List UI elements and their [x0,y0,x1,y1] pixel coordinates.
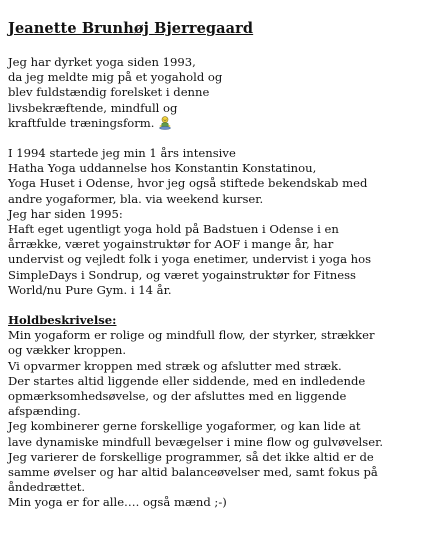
description-line: afspænding. [8,404,81,419]
intro-line: blev fuldstændig forelsket i denne [8,85,210,100]
history-line: andre yogaformer, bla. via weekend kurser. [8,191,264,206]
description-heading: Holdbeskrivelse: [8,313,117,328]
history-line: Haft eget ugentligt yoga hold på Badstuen i Odense i en [8,222,339,237]
description-line: Jeg kombinerer gerne forskellige yogaformer, og kan lide at [8,419,361,434]
history-line: Hatha Yoga uddannelse hos Konstantin Konstatinou, [8,161,317,176]
history-line: Jeg har siden 1995: [8,206,123,221]
history-line: undervist og vejledt folk i yoga enetimer, undervist i yoga hos [8,252,372,267]
intro-line: Jeg har dyrket yoga siden 1993, [8,55,196,69]
description-line: Min yoga er for alle…. også mænd ;-) [8,495,227,510]
description-paragraph [8,313,418,511]
description-line: lave dynamiske mindfull bevægelser i mine flow og gulvøvelser. [8,434,384,449]
intro-line: livsbekræftende, mindfull og [8,100,178,115]
description-line: Min yogaform er rolige og mindfull flow, der styrker, strækker [8,328,375,343]
intro-line: da jeg meldte mig på et yogahold og [8,70,223,85]
meditating-smiley-icon [158,116,172,130]
description-line: og vækker kroppen. [8,343,127,358]
intro-line-text: kraftfulde træningsform. [8,115,155,130]
description-line: Vi opvarmer kroppen med stræk og afslutter med stræk. [8,358,342,373]
spacer [8,298,418,313]
description-line: Jeg varierer de forskellige programmer, så det ikke altid er de [8,449,374,464]
description-line: opmærksomhedsøvelse, og der afsluttes med en liggende [8,389,347,404]
document-page [8,20,418,511]
history-line: World/nu Pure Gym. i 14 år. [8,282,172,297]
history-line: I 1994 startede jeg min 1 års intensive [8,146,236,161]
page-title: Jeanette Brunhøj Bjerregaard [8,20,254,37]
spacer [8,131,418,146]
intro-paragraph [8,55,418,131]
description-line: åndedrættet. [8,480,86,495]
history-line: SimpleDays i Sondrup, og været yogainstruktør for Fitness [8,267,356,282]
description-line: Der startes altid liggende eller siddende, med en indledende [8,373,366,388]
history-line: årrække, været yogainstruktør for AOF i mange år, har [8,237,334,252]
history-line: Yoga Huset i Odense, hvor jeg også stiftede bekendskab med [8,176,368,191]
history-paragraph [8,146,418,298]
intro-line-last [8,116,418,131]
description-line: samme øvelser og har altid balanceøvelser med, samt fokus på [8,465,378,480]
